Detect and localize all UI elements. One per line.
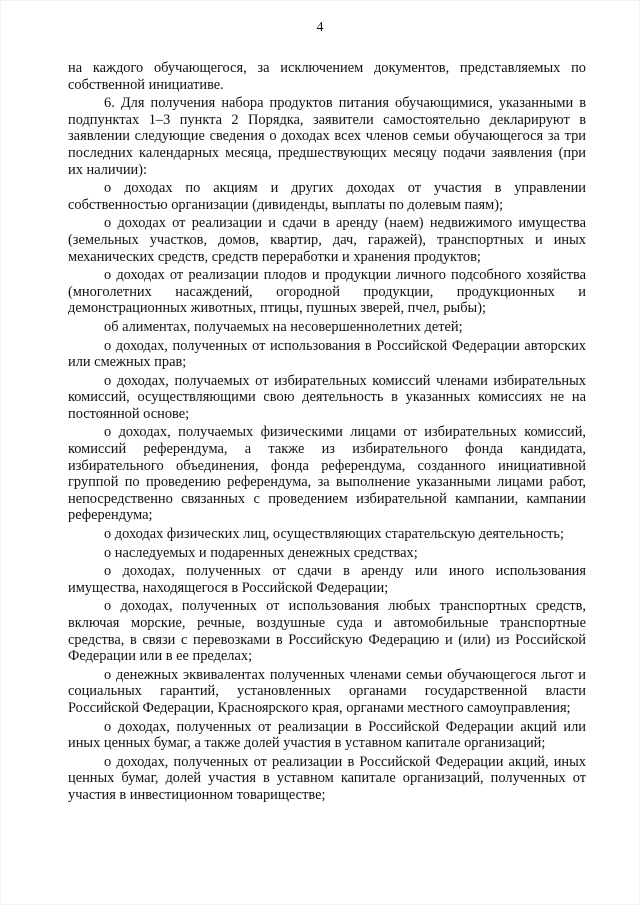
income-item-election-work: о доходах, получаемых физическими лицами от избирательных комиссий, комиссий референдума, а также из избирательного фонда кандидата, избирательного объединения, фонда референдума, созданного инициативной группой по проведению референдума, за выполнение указанными лицами работ, непосредственно связанных с проведением избирательной кампании, кампании референдума; [68,424,586,524]
income-item-dividends: о доходах по акциям и других доходах от участия в управлении собственностью организации (дивиденды, выплаты по долевым паям); [68,180,586,213]
income-item-securities-sale: о доходах, полученных от реализации в Российской Федерации акций или иных ценных бумаг, а также долей участия в уставном капитале организаций; [68,718,586,752]
document-body [68,60,586,806]
page-number: 4 [316,20,324,35]
income-item-transport: о доходах, полученных от использования любых транспортных средств, включая морские, речные, воздушные суда и автомобильные транспортные средства, в связи с перевозками в Российскую Федерацию и (или) из Российской Федерации или в ее пределах; [68,598,586,665]
paragraph-continuation: на каждого обучающегося, за исключением документов, представляемых по собственной инициативе. [68,60,586,93]
income-item-copyright: о доходах, полученных от использования в Российской Федерации авторских или смежных прав; [68,337,586,371]
income-item-alimony: об алиментах, получаемых на несовершеннолетних детей; [104,318,463,335]
income-item-election-commission-members: о доходах, получаемых от избирательных комиссий членами избирательных комиссий, осуществляющими свою деятельность в указанных комиссиях не на постоянной основе; [68,372,586,422]
income-item-property-rent: о доходах, полученных от сдачи в аренду или иного использования имущества, находящегося в Российской Федерации; [68,563,586,596]
income-item-investment-partnership: о доходах, полученных от реализации в Российской Федерации акций, иных ценных бумаг, долей участия в уставном капитале организаций, полученных от участия в инвестиционном товариществе; [68,753,586,803]
income-item-inheritance-gifts: о наследуемых и подаренных денежных средствах; [104,544,418,561]
income-item-benefits-equivalents: о денежных эквивалентах полученных членами семьи обучающегося льгот и социальных гарантий, установленных органами государственной власти Российской Федерации, Красноярского края, органами местного самоуправления; [68,666,586,716]
paragraph-item-6: 6. Для получения набора продуктов питания обучающимися, указанными в подпунктах 1–3 пункта 2 Порядка, заявители самостоятельно декларируют в заявлении следующие сведения о доходах всех членов семьи обучающегося за три последних календарных месяца, предшествующих месяцу подачи заявления (при их наличии): [68,95,586,178]
income-item-real-estate: о доходах от реализации и сдачи в аренду (наем) недвижимого имущества (земельных участков, домов, квартир, дач, гаражей), транспортных и иных механических средств, средств переработки и хранения продуктов; [68,215,586,265]
income-item-prospecting: о доходах физических лиц, осуществляющих старательскую деятельность; [104,526,564,543]
income-item-household-farming: о доходах от реализации плодов и продукции личного подсобного хозяйства (многолетних насаждений, огородной продукции, продукционных и демонстрационных животных, птицы, пушных зверей, пчел, рыбы); [68,267,586,317]
